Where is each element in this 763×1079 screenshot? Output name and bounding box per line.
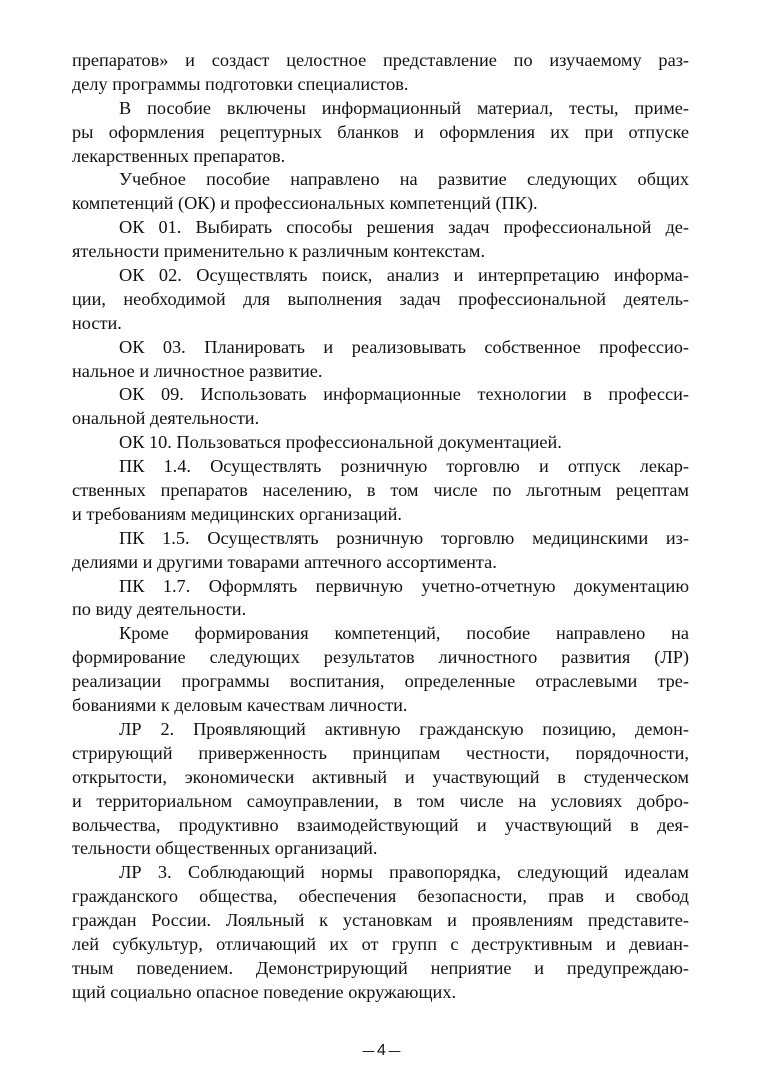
- footer-dash-right: —: [387, 1044, 401, 1059]
- text-line: формирование следующих результатов личностного развития (ЛР): [72, 647, 689, 668]
- text-line: ЛР 2. Проявляющий активную гражданскую позицию, демон-: [119, 718, 689, 739]
- paragraph: [72, 861, 689, 1004]
- text-line: Кроме формирования компетенций, пособие направлено на: [119, 623, 689, 644]
- page-footer: [0, 1039, 763, 1063]
- text-line: В пособие включены информационный материал, тесты, приме-: [119, 97, 689, 118]
- paragraph: [72, 455, 689, 527]
- text-line: тным поведением. Демонстрирующий неприятие и предупреждаю-: [72, 957, 689, 978]
- text-line: ОК 09. Использовать информационные технологии в професси-: [119, 384, 689, 405]
- text-line: граждан России. Лояльный к установкам и проявлениям представите-: [72, 910, 689, 931]
- text-line: Учебное пособие направлено на развитие следующих общих: [119, 169, 689, 190]
- paragraph: [72, 49, 689, 97]
- text-line: ции, необходимой для выполнения задач профессиональной деятель-: [72, 288, 689, 309]
- text-line: лекарственных препаратов.: [72, 145, 286, 166]
- text-line: гражданского общества, обеспечения безопасности, прав и свобод: [72, 886, 689, 907]
- text-line: ПК 1.5. Осуществлять розничную торговлю медицинскими из-: [119, 527, 689, 548]
- text-line: тельности общественных организаций.: [72, 838, 378, 859]
- paragraph: [72, 97, 689, 169]
- text-line: ПК 1.7. Оформлять первичную учетно-отчетную документацию: [119, 575, 689, 596]
- text-line: компетенций (ОК) и профессиональных компетенций (ПК).: [72, 193, 538, 214]
- text-line: ОК 01. Выбирать способы решения задач профессиональной де-: [119, 217, 689, 238]
- text-line: по виду деятельности.: [72, 599, 247, 620]
- paragraph: [72, 718, 689, 861]
- text-line: ОК 10. Пользоваться профессиональной документацией.: [119, 432, 562, 453]
- paragraph: [72, 264, 689, 336]
- text-line: ональной деятельности.: [72, 408, 260, 429]
- text-line: ОК 02. Осуществлять поиск, анализ и интерпретацию информа-: [119, 265, 689, 286]
- paragraph: [72, 431, 689, 455]
- text-line: щий социально опасное поведение окружающих.: [72, 981, 457, 1002]
- text-line: ственных препаратов населению, в том числе по льготным рецептам: [72, 480, 689, 501]
- text-line: делу программы подготовки специалистов.: [72, 73, 409, 94]
- document-body: [72, 49, 689, 1005]
- paragraph: [72, 216, 689, 264]
- paragraph: [72, 527, 689, 575]
- text-line: ЛР 3. Соблюдающий нормы правопорядка, следующий идеалам: [119, 862, 689, 883]
- paragraph: [72, 622, 689, 718]
- text-line: открытости, экономически активный и участвующий в студенческом: [72, 766, 689, 787]
- text-line: и требованиям медицинских организаций.: [72, 503, 402, 524]
- paragraph: [72, 336, 689, 384]
- text-line: ПК 1.4. Осуществлять розничную торговлю и отпуск лекар-: [119, 456, 689, 477]
- text-line: ры оформления рецептурных бланков и оформления их при отпуске: [72, 121, 689, 142]
- paragraph: [72, 383, 689, 431]
- text-line: нальное и личностное развитие.: [72, 360, 323, 381]
- text-line: бованиями к деловым качествам личности.: [72, 695, 408, 716]
- page-number: 4: [377, 1042, 386, 1059]
- footer-dash-left: —: [362, 1044, 376, 1059]
- text-line: ОК 03. Планировать и реализовывать собственное профессио-: [119, 336, 689, 357]
- text-line: реализации программы воспитания, определенные отраслевыми тре-: [72, 671, 689, 692]
- paragraph: [72, 168, 689, 216]
- text-line: делиями и другими товарами аптечного ассортимента.: [72, 551, 497, 572]
- text-line: лей субкультур, отличающий их от групп с деструктивным и девиан-: [72, 933, 689, 954]
- text-line: стрирующий приверженность принципам честности, порядочности,: [72, 742, 689, 763]
- paragraph: [72, 575, 689, 623]
- text-line: вольчества, продуктивно взаимодействующий и участвующий в дея-: [72, 814, 689, 835]
- text-line: ности.: [72, 312, 122, 333]
- text-line: препаратов» и создаст целостное представление по изучаемому раз-: [72, 50, 689, 70]
- text-line: и территориальном самоуправлении, в том числе на условиях добро-: [72, 790, 689, 811]
- text-line: ятельности применительно к различным контекстам.: [72, 241, 486, 262]
